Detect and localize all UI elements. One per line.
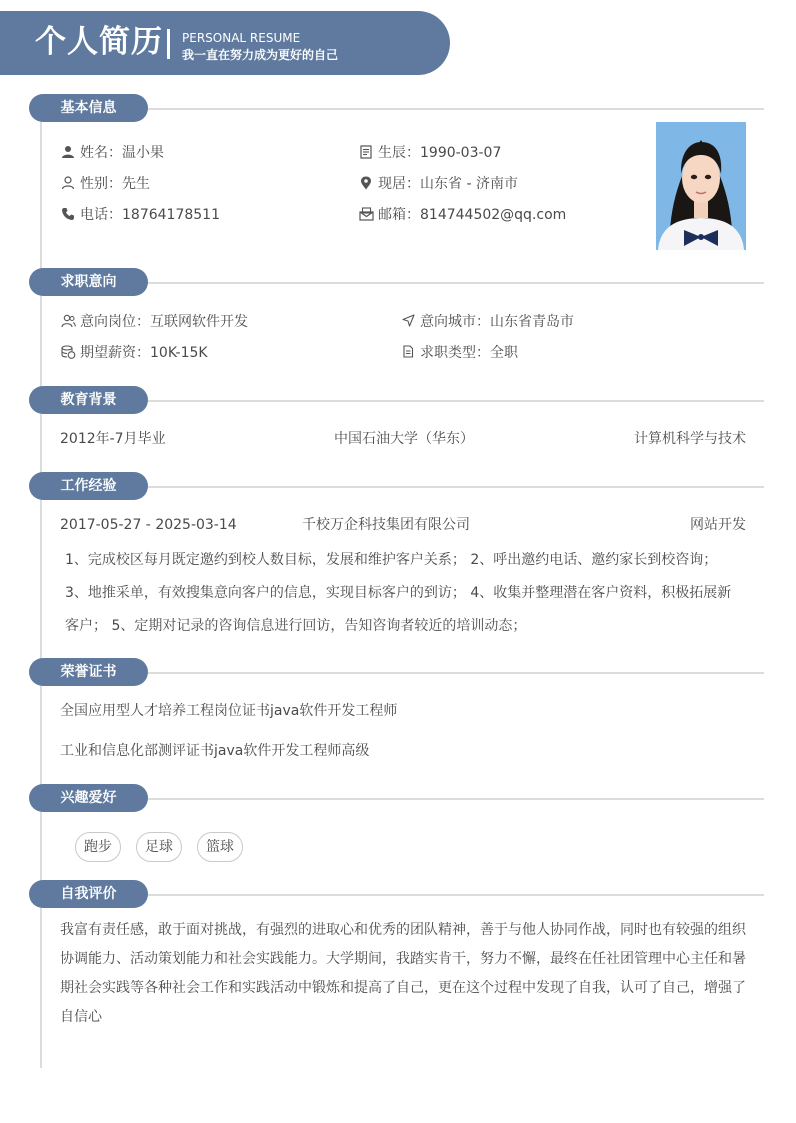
self-line: 我富有责任感，敢于面对挑战，有强烈的进取心和优秀的团队精神，善于与他人协同作战，同时也有较强的组织 — [60, 922, 746, 938]
work-line: 客户； 5、定期对记录的咨询信息进行回访，告知咨询者较近的培训动态； — [65, 618, 527, 634]
mail-icon — [358, 206, 374, 226]
intent-city-row — [400, 312, 574, 333]
education-school: 中国石油大学（华东） — [334, 431, 474, 447]
work-role: 网站开发 — [690, 517, 746, 533]
education-date: 2012年-7月毕业 — [60, 431, 166, 447]
basic-name-row — [60, 143, 164, 164]
calendar-icon — [358, 144, 374, 164]
document-icon — [400, 344, 416, 364]
section-divider — [148, 894, 764, 896]
hobby-tag: 跑步 — [75, 832, 121, 862]
section-self-title: 自我评价 — [29, 880, 148, 908]
work-line: 3、地推采单，有效搜集意向客户的信息，实现目标客户的到访； 4、收集并整理潜在客户资料，积极拓展新 — [65, 585, 732, 601]
basic-residence-row — [358, 174, 518, 195]
basic-email: 邮箱：814744502@qq.com — [378, 207, 567, 223]
work-line: 1、完成校区每月既定邀约到校人数目标，发展和维护客户关系； 2、呼出邀约电话、邀约家长到校咨询； — [65, 552, 718, 568]
section-basic-title: 基本信息 — [29, 94, 148, 122]
basic-phone-row — [60, 205, 220, 226]
intent-type: 求职类型：全职 — [420, 345, 518, 361]
basic-gender: 性别：先生 — [80, 176, 150, 192]
section-education-title: 教育背景 — [29, 386, 148, 414]
basic-residence: 现居：山东省 - 济南市 — [378, 176, 518, 192]
people-icon — [60, 313, 76, 333]
education-major: 计算机科学与技术 — [634, 431, 746, 447]
work-period: 2017-05-27 - 2025-03-14 — [60, 517, 237, 533]
phone-icon — [60, 206, 76, 226]
person-outline-icon — [60, 175, 76, 195]
coins-icon — [60, 344, 76, 364]
basic-birth-row — [358, 143, 501, 164]
section-intent-header — [29, 268, 764, 296]
section-divider — [148, 108, 764, 110]
section-intent-title: 求职意向 — [29, 268, 148, 296]
section-hobbies-header — [29, 784, 764, 812]
location-pin-icon — [358, 175, 374, 195]
basic-name: 姓名：温小果 — [80, 145, 164, 161]
title-divider — [167, 29, 170, 59]
intent-salary: 期望薪资：10K-15K — [80, 345, 208, 361]
section-work-title: 工作经验 — [29, 472, 148, 500]
section-work-header — [29, 472, 764, 500]
self-line: 协调能力、活动策划能力和社会实践能力。大学期间，我踏实肯干，努力不懈，最终在任社团管理中心主任和暑 — [60, 951, 746, 967]
section-basic-header — [29, 94, 764, 122]
intent-position: 意向岗位：互联网软件开发 — [80, 314, 248, 330]
basic-email-row — [358, 205, 566, 226]
self-line: 期社会实践等各种社会工作和实践活动中锻炼和提高了自己，更在这个过程中发现了自我，认可了自己，增强了 — [60, 980, 746, 996]
section-honors-title: 荣誉证书 — [29, 658, 148, 686]
section-self-header — [29, 880, 764, 908]
self-evaluation — [60, 916, 760, 1032]
intent-salary-row — [60, 343, 208, 364]
basic-phone: 电话：18764178511 — [80, 207, 220, 223]
section-education-header — [29, 386, 764, 414]
self-line: 自信心 — [60, 1009, 102, 1025]
intent-city: 意向城市：山东省青岛市 — [420, 314, 574, 330]
header-banner — [0, 11, 450, 75]
resume-subtitle-en: PERSONAL RESUME — [182, 31, 301, 45]
section-divider — [148, 672, 764, 674]
honor-item: 工业和信息化部测评证书java软件开发工程师高级 — [60, 743, 370, 759]
user-icon — [60, 144, 76, 164]
section-honors-header — [29, 658, 764, 686]
work-company: 千校万企科技集团有限公司 — [302, 517, 470, 533]
section-divider — [148, 282, 764, 284]
hobby-tag: 篮球 — [197, 832, 243, 862]
hobby-tag: 足球 — [136, 832, 182, 862]
section-divider — [148, 798, 764, 800]
work-description — [65, 544, 755, 643]
intent-type-row — [400, 343, 518, 364]
resume-title: 个人简历 — [35, 24, 163, 60]
section-divider — [148, 400, 764, 402]
profile-photo — [656, 122, 746, 250]
honor-item: 全国应用型人才培养工程岗位证书java软件开发工程师 — [60, 703, 398, 719]
basic-birth: 生辰：1990-03-07 — [378, 145, 502, 161]
basic-gender-row — [60, 174, 150, 195]
intent-position-row — [60, 312, 248, 333]
section-divider — [148, 486, 764, 488]
send-icon — [400, 313, 416, 333]
section-hobbies-title: 兴趣爱好 — [29, 784, 148, 812]
timeline-line — [40, 108, 42, 1068]
resume-slogan: 我一直在努力成为更好的自己 — [182, 48, 339, 62]
